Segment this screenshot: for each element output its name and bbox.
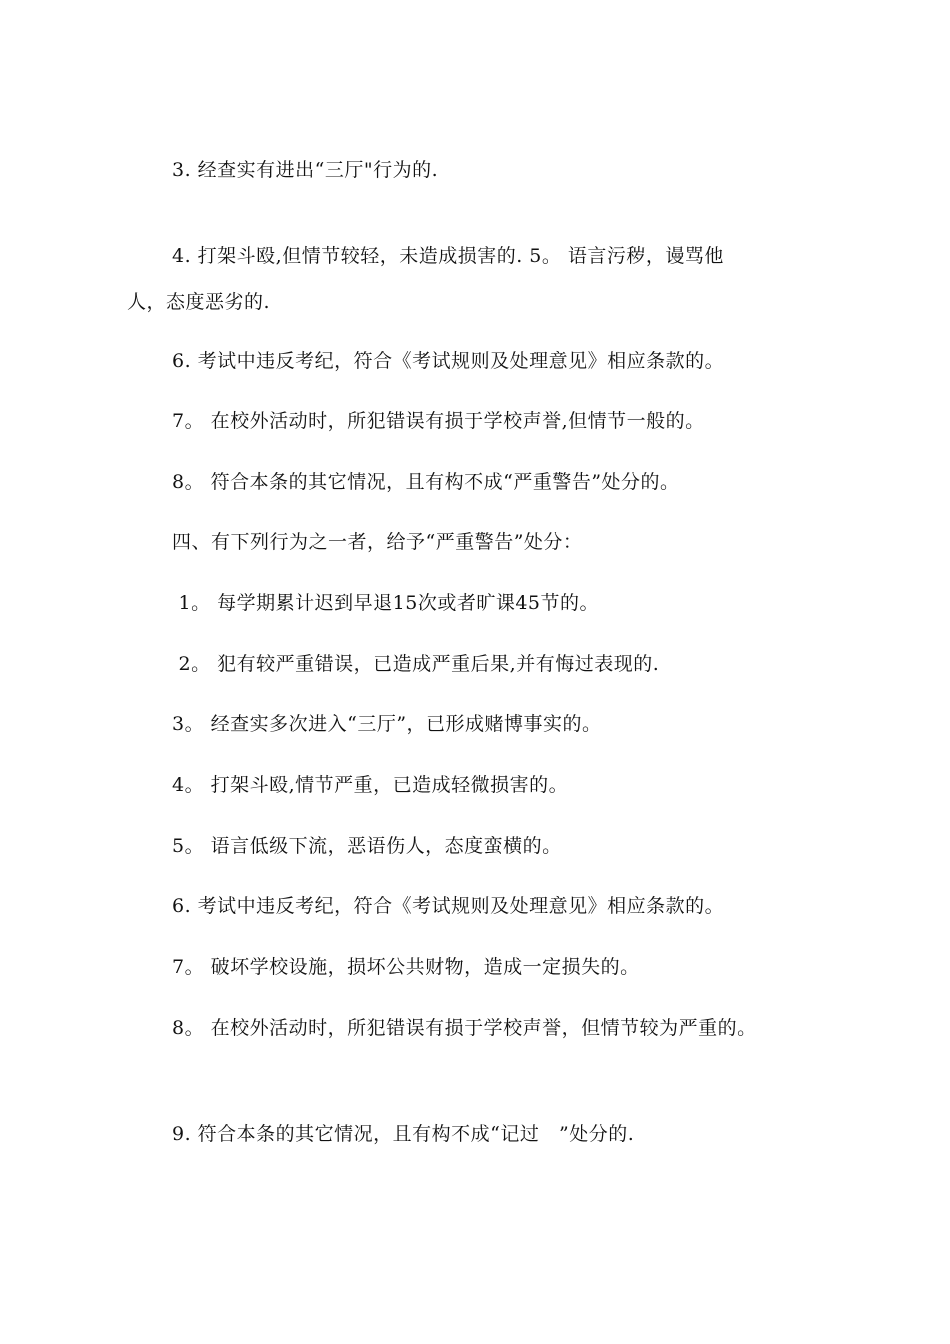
list-item-9: 9. 符合本条的其它情况，且有构不成“记过 ”处分的. xyxy=(172,1123,635,1145)
list-item-4: 4。 打架斗殴,情节严重，已造成轻微损害的。 xyxy=(172,774,569,796)
paragraph-line-1: 3. 经查实有进出“三厅"行为的. xyxy=(172,159,439,181)
paragraph-line-3: 6. 考试中违反考纪，符合《考试规则及处理意见》相应条款的。 xyxy=(172,350,725,372)
list-item-7: 7。 破坏学校设施，损坏公共财物，造成一定损失的。 xyxy=(172,956,640,978)
list-item-3: 3。 经查实多次进入“三厅”，已形成赌博事实的。 xyxy=(172,713,602,735)
paragraph-line-4: 7。 在校外活动时，所犯错误有损于学校声誉,但情节一般的。 xyxy=(172,410,705,432)
list-item-6: 6. 考试中违反考纪，符合《考试规则及处理意见》相应条款的。 xyxy=(172,895,725,917)
list-item-5: 5。 语言低级下流，恶语伤人，态度蛮横的。 xyxy=(172,835,562,857)
paragraph-line-2-continued: 人，态度恶劣的. xyxy=(127,291,271,313)
list-item-8: 8。 在校外活动时，所犯错误有损于学校声誉，但情节较为严重的。 xyxy=(172,1017,757,1039)
paragraph-line-5: 8。 符合本条的其它情况，且有构不成“严重警告”处分的。 xyxy=(172,471,680,493)
list-item-1: 1。 每学期累计迟到早退15次或者旷课45节的。 xyxy=(172,592,600,614)
section-heading: 四、有下列行为之一者，给予“严重警告”处分： xyxy=(172,531,583,553)
list-item-2: 2。 犯有较严重错误，已造成严重后果,并有悔过表现的. xyxy=(172,653,660,675)
paragraph-line-2: 4. 打架斗殴,但情节较轻，未造成损害的. 5。 语言污秽，谩骂他 xyxy=(172,245,724,267)
